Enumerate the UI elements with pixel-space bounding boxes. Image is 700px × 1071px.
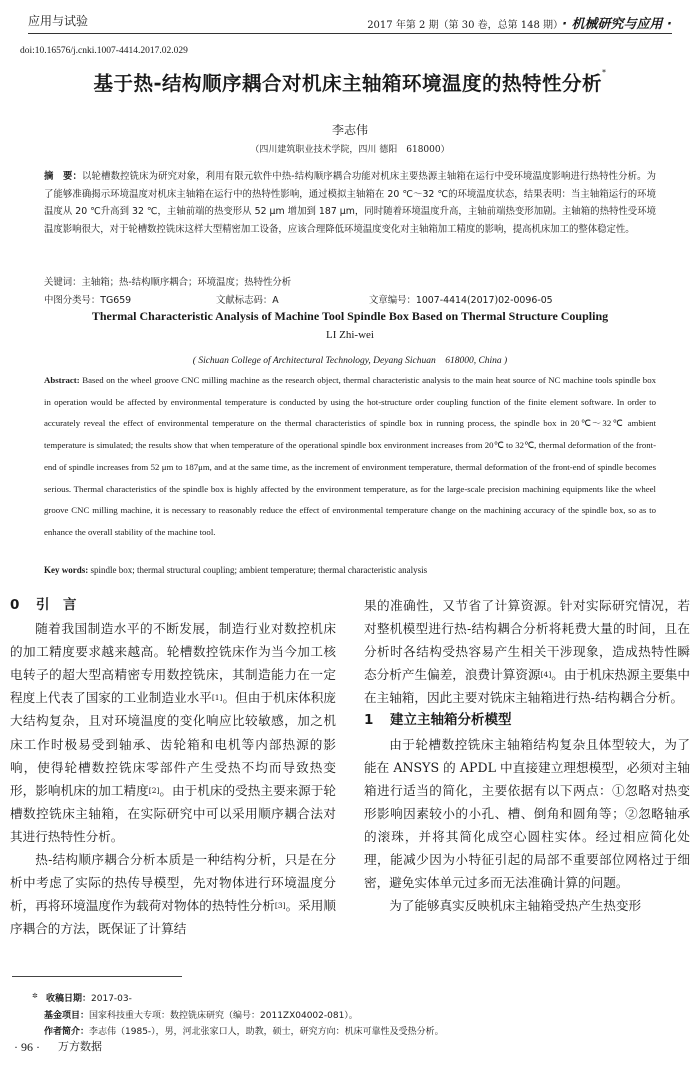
paper-title-text: 基于热-结构顺序耦合对机床主轴箱环境温度的热特性分析 [93,72,603,95]
section-1-title: 建立主轴箱分析模型 [390,712,512,729]
citation-ref: [1] [211,693,223,703]
paragraph-text: 。采用顺序耦合的方法，既保证了计算结 [10,898,337,937]
clc-number: 中图分类号：TG659 [44,295,132,306]
footnote-text: 国家科技重大专项：数控铣床研究（编号：2011ZX04002-081）。 [89,1011,358,1021]
paper-title-en: Thermal Characteristic Analysis of Machine Tool Spindle Box Based on Thermal Structure Coupling [91,309,609,323]
paragraph-text: 热-结构顺序耦合分析本质是一种结构分析，只是在分析中考虑了实际的热传导模型，先对物体进行环境温度分析，再将环境温度作为载荷对物体的热特性分析 [10,852,336,914]
header-issue: 2017 年第 2 期（第 30 卷，总第 148 期） [367,20,559,31]
keywords-en-text: spindle box; thermal structural coupling; ambient temperature; thermal characteristic analysis [90,565,428,575]
footnote-star-icon: ✲ [32,992,38,1000]
abstract-cn [44,168,656,238]
footnote-divider [12,976,182,977]
title-footnote-mark: * [602,68,607,77]
paragraph-intro-2 [10,848,336,940]
citation-ref: [4] [540,670,552,680]
keywords-en-label: Key words: [44,565,89,575]
abstract-en [44,370,656,544]
footnote-label: 收稿日期： [46,994,92,1004]
section-0-heading [10,594,336,617]
abstract-cn-text: 以轮槽数控铣床为研究对象，利用有限元软件中热-结构顺序耦合功能对机床主要热源主轴箱在运行中受环境温度影响进行热特性分析。为了能够准确揭示环境温度对机床主轴箱在运行中的热特性影响，通过模拟主轴箱在 20 ℃～32 ℃的环境温度状态，结果表明：当主轴箱运行的环境温度从 20 ℃升高到 32 ℃，主轴前端的热变形从 52 μm 增加到 187 μm，同时随着环境温度升高，主轴前端热变形加剧。主轴箱的热特性受环境温度影响很大，对于轮槽数控铣床这样大型精密加工设备，应该合理降低环境温度变化对主轴箱加工精度的影响，提高机床加工的整体稳定性。 [44,171,656,235]
header-journal-name: · 机械研究与应用 · [562,17,672,32]
author-affiliation: （四川建筑职业技术学院，四川 德阳 618000） [250,145,450,155]
footnote-text: 2017-03- [91,994,132,1004]
footnote-text: 李志伟（1985-），男，河北张家口人，助教，硕士，研究方向：机床可靠性及受热分析。 [89,1027,444,1037]
author-affiliation-en: ( Sichuan College of Architectural Technology, Deyang Sichuan 618000, China ) [192,356,508,366]
section-0-number: 0 [10,597,20,613]
citation-ref: [3] [274,901,286,911]
author-name: 李志伟 [331,123,368,137]
watermark: 万方数据 [58,1040,102,1053]
document-code: 文献标志码：A [216,295,279,306]
footnote-label: 基金项目： [44,1011,90,1021]
section-0-title: 引 言 [36,597,77,613]
paragraph-text: 。但由于机床体积庞大结构复杂，且对环境温度的变化响应比较敏感，加之机床工作时极易受到轴承、齿轮箱和电机等内部热源的影响，使得轮槽数控铣床零部件产生受热不均而导致热变形，影响机床的加工精度 [10,690,337,798]
page-number: · 96 · [14,1040,40,1054]
paper-title [0,68,700,96]
keywords-cn [44,274,656,288]
classification-row [44,292,656,306]
abstract-cn-label: 摘 要： [44,171,83,182]
keywords-cn-label: 关键词： [44,277,82,288]
section-1-number: 1 [364,712,374,729]
paragraph-text: 果的准确性，又节省了计算资源。针对实际研究情况，若对整机模型进行热-结构耦合分析将耗费大量的时间，且在分析时各结构受热容易产生相关干涉现象，造成热特性瞬态分析产生偏差，浪费计算资源 [364,598,690,683]
paragraph-intro-2-cont [364,594,690,709]
footnote-label: 作者简介： [44,1027,90,1037]
citation-ref: [2] [148,785,160,795]
section-1-heading [364,709,690,732]
abstract-en-text: Based on the wheel groove CNC milling machine as the research object, thermal characteristic analysis to the main heat source of NC machine tools spindle box in operation would be affected by environmental temperature is conducted by using the hot-structure order coupling function of the finite element software. In order to accurately reveal the effect of environmental temperature on the thermal characteristics of spindle box in running process, the spindle box in 20℃～32℃ ambient temperature is simulated; the results show that when temperature of the operational spindle box environment increases from 20℃ to 32℃, thermal deformation of the front-end of spindle increases from 52 μm to 187μm, and at the same time, as the increment of environment temperature, thermal deformation of the front-end of spindle becomes serious. Thermal characteristics of the spindle box is highly affected by the environment temperature, as for the large-scale precision machining equipments like the wheel groove CNC milling machine, it is necessary to reasonably reduce the effect of environmental temperature change on the machining accuracy of the spindle box, so as to enhance the overall stability of the machine tool. [44,375,657,537]
doi: doi:10.16576/j.cnki.1007-4414.2017.02.029 [20,46,188,56]
footnote-fund [44,1008,358,1021]
article-number: 文章编号：1007-4414(2017)02-0096-05 [369,295,553,306]
body-column-right [364,594,690,917]
author-name-en: LI Zhi-wei [326,329,374,341]
header-issue-info [367,13,672,32]
abstract-en-label: Abstract: [44,375,80,385]
paragraph-model-1: 由于轮槽数控铣床主轴箱结构复杂且体型较大，为了能在 ANSYS 的 APDL 中直接建立理想模型，必须对主轴箱进行适当的简化，主要依据有以下两点：①忽略对热变形影响因素较小的小孔、槽、倒角和圆角等；②忽略轴承的滚珠，并将其简化成空心圆柱实体。经过相应简化处理，能减少因为小特征引起的局部不重要部位网格过于细密，避免实体单元过多而无法准确计算的问题。 [364,736,690,891]
paragraph-text: 。由于机床的受热主要来源于轮槽数控铣床主轴箱，在实际研究中可以采用顺序耦合法对其进行热特性分析。 [10,782,337,844]
footnote-author-bio [44,1024,444,1037]
paragraph-text: 。由于机床热源主要集中在主轴箱，因此主要对铣床主轴箱进行热-结构耦合分析。 [364,667,691,706]
body-column-left [10,594,336,940]
paragraph-model-2: 为了能够真实反映机床主轴箱受热产生热变形 [389,898,642,914]
header-section: 应用与试验 [28,14,89,28]
paragraph-text: 随着我国制造水平的不断发展，制造行业对数控机床的加工精度要求越来越高。轮槽数控铣床作为当今加工核电转子的超大型高精密专用数控铣床，其制造能力在一定程度上代表了国家的工业制造业水平 [10,621,336,706]
keywords-en [44,565,656,575]
running-header [28,10,672,34]
keywords-cn-text: 主轴箱；热-结构顺序耦合；环境温度；热特性分析 [81,277,292,288]
footnote-received [46,991,132,1004]
paragraph-intro-1 [10,617,336,848]
